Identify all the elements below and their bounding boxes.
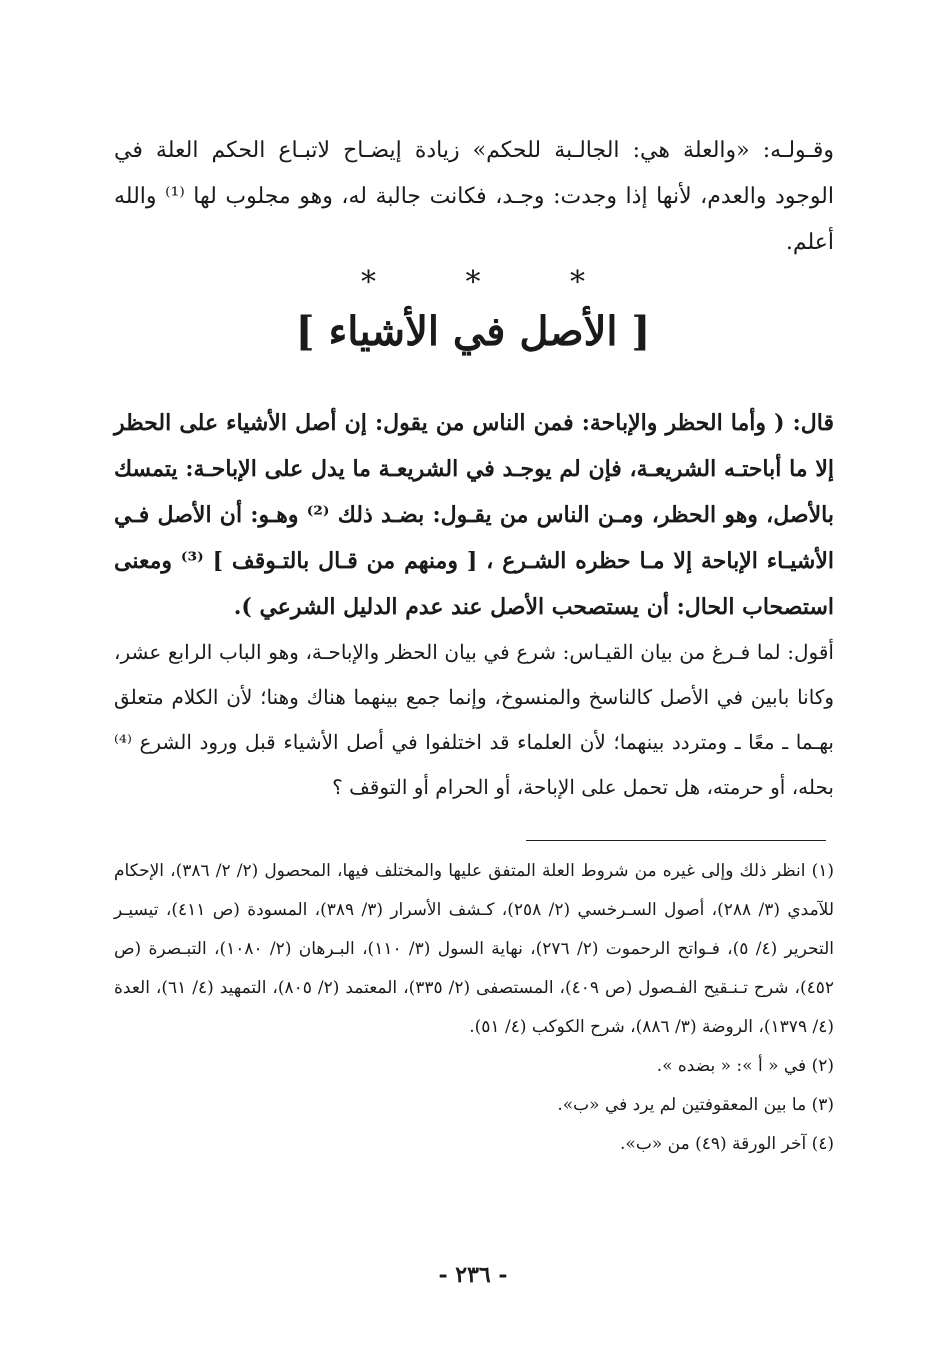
footnote-4: (٤) آخر الورقة (٤٩) من «ب». — [620, 1134, 834, 1154]
footnotes — [114, 852, 834, 1164]
quoted-text-paragraph: قال: ( وأما الحظر والإباحة: فمن الناس من يقول: إن أصل الأشياء على الحظر إلا ما أباحتـه الشريعـة، فإن لم يوجـد في الشريعـة ما يدل على الإباحـة: يتمسك بالأصل، وهو الحظر، ومـن الناس من يقـول: بضـد ذلك ⁽²⁾ وهـو: أن الأصل فـي الأشيـاء الإباحة إلا مـا حظره الشـرع ، [ ومنهم من قـال بالتـوقف ] ⁽³⁾ ومعنى استصحاب الحال: أن يستصحب الأصل عند عدم الدليل الشرعي ). — [114, 410, 834, 620]
footnote-1: (١) انظر ذلك وإلى غيره من شروط العلة المتفق عليها والمختلف فيها، المحصول (٢/ ٢/ ٣٨٦)، الإحكام للآمدي (٣/ ٢٨٨)، أصول السـرخسي (٢/ ٢٥٨)، كـشف الأسرار (٣/ ٣٨٩)، المسودة (ص ٤١١)، تيسيـر التحرير (٤/ ٥)، فـواتح الرحموت (٢/ ٢٧٦)، نهاية السول (٣/ ١١٠)، البـرهان (٢/ ١٠٨٠)، التبـصرة (ص ٤٥٢)، شرح تـنـقيح الفـصول (ص ٤٠٩)، المستصفى (٢/ ٣٣٥)، المعتمد (٢/ ٨٠٥)، التمهيد (٤/ ٦١)، العدة (٤/ ١٣٧٩)، الروضة (٣/ ٨٨٦)، شرح الكوكب (٤/ ٥١). — [114, 861, 835, 1037]
section-divider-stars: * * * — [360, 265, 626, 300]
footnote-3: (٣) ما بين المعقوفتين لم يرد في «ب». — [557, 1095, 834, 1115]
commentary-paragraph: أقول: لما فـرغ من بيان القيـاس: شرع في بيان الحظر والإباحـة، وهو الباب الرابع عشر، وكانا بابين في الأصل كالناسخ والمنسوخ، وإنما جمع بينهما هناك وهنا؛ لأن الكلام متعلق بهـما ـ معًا ـ ومتردد بينهما؛ لأن العلماء قد اختلفوا في أصل الأشياء قبل ورود الشرع ⁽⁴⁾ بحله، أو حرمته، هل تحمل على الإباحة، أو الحرام أو التوقف ؟ — [114, 640, 834, 799]
intro-paragraph: وقـولـه: «والعلة هي: الجالـبة للحكم» زيادة إيضـاح لاتبـاع الحكم العلة في الوجود والعدم، لأنها إذا وجدت: وجـد، فكانت جالبة له، وهو مجلوب لها ⁽¹⁾ والله أعلم. — [114, 138, 834, 255]
section-title: [ الأصل في الأشياء ] — [295, 308, 651, 355]
footnote-2: (٢) في « أ »: « بضده ». — [656, 1056, 834, 1076]
page-number: - ٢٣٦ - — [438, 1262, 508, 1288]
footnote-separator — [526, 840, 826, 841]
